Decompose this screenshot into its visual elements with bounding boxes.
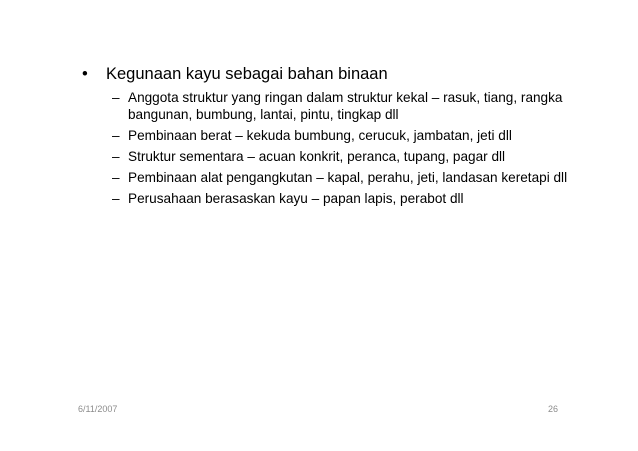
main-bullet [82, 64, 602, 84]
list-item [112, 127, 582, 144]
dash-marker: – [112, 149, 120, 164]
dash-marker: – [112, 128, 120, 143]
sub-bullet-list [112, 89, 582, 211]
list-item-text: Struktur sementara – acuan konkrit, peranca, tupang, pagar dll [128, 149, 506, 164]
list-item [112, 89, 582, 123]
footer-date: 6/11/2007 [78, 404, 118, 414]
dash-marker: – [112, 170, 120, 185]
page-number: 26 [547, 404, 558, 414]
list-item [112, 190, 582, 207]
list-item-text: Anggota struktur yang ringan dalam struktur kekal – rasuk, tiang, rangka bangunan, bumbung, lantai, pintu, tingkap dll [128, 90, 563, 122]
slide-heading: Kegunaan kayu sebagai bahan binaan [106, 65, 388, 83]
bullet-dot: • [82, 65, 88, 83]
list-item-text: Pembinaan alat pengangkutan – kapal, perahu, jeti, landasan keretapi dll [128, 170, 568, 185]
list-item-text: Pembinaan berat – kekuda bumbung, cerucuk, jambatan, jeti dll [128, 128, 512, 143]
list-item [112, 148, 582, 165]
dash-marker: – [112, 90, 120, 105]
list-item [112, 169, 582, 186]
list-item-text: Perusahaan berasaskan kayu – papan lapis, perabot dll [128, 191, 464, 206]
dash-marker: – [112, 191, 120, 206]
